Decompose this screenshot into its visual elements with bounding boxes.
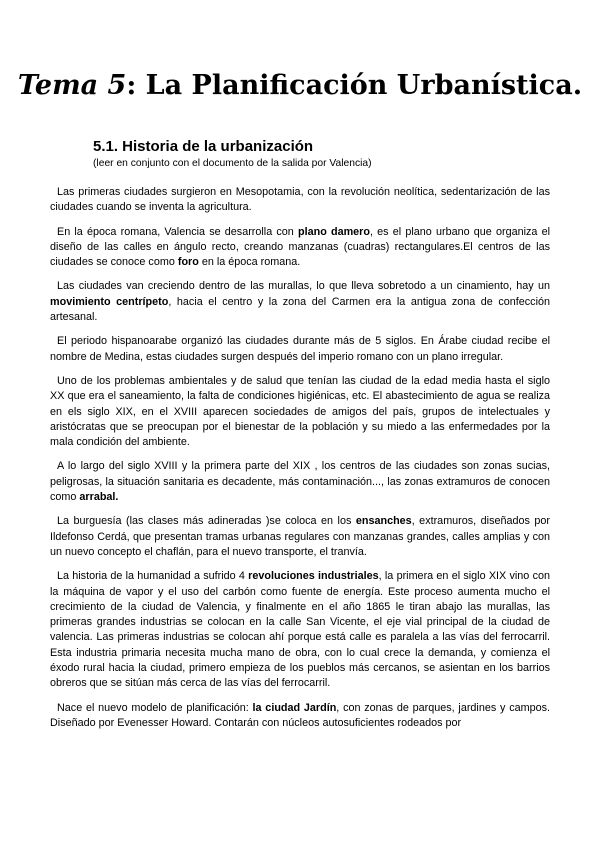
body-text	[50, 185, 550, 740]
paragraph-text: , con zonas de parques, jardines y campos. Diseñado por Evenesser Howard. Contarán con núcleos autosuficientes rodeados por	[50, 701, 550, 729]
paragraph-text: La burguesía (las clases más adineradas )se coloca en los	[57, 515, 356, 528]
paragraph	[50, 279, 550, 325]
paragraph-text: En la época romana, Valencia se desarrolla con	[57, 225, 298, 238]
paragraph	[50, 374, 550, 450]
section-note: (leer en conjunto con el documento de la salida por Valencia)	[93, 158, 372, 169]
paragraph-text: , la primera en el siglo XIX vino con la máquina de vapor y el uso del carbón como fuente de energía. Este proceso aumenta mucho el crecimiento de la ciudad de Valencia, y finalmente en el año 1865 le tiran abajo las murallas, las primeras grandes industrias se colocan en la calle San Vicente, el eje vial principal de la ciudad de valencia. Las primeras industrias se colocan ahí porque está calle es paralela a las vías del ferrocarril. Esta industria primaria necesita mucha mano de obra, con lo cual crece la demanda, y comienza el éxodo rural hacia la ciudad, primero empieza de los pueblos más cercanos, se asientan en los barrios obreros que se sitúan más cerca de las vías del ferrocarril.	[50, 570, 550, 690]
paragraph	[50, 225, 550, 271]
bold-term: arrabal.	[79, 491, 119, 504]
bold-term: movimiento centrípeto	[50, 295, 169, 308]
bold-term: revoluciones industriales	[248, 570, 379, 583]
section-heading: 5.1. Historia de la urbanización	[93, 138, 314, 155]
paragraph-text: Nace el nuevo modelo de planificación:	[57, 701, 253, 714]
title-rest: : La Planificación Urbanística.	[126, 70, 583, 101]
bold-term: la ciudad Jardín	[252, 701, 337, 714]
paragraph-text: A lo largo del siglo XVIII y la primera parte del XIX , los centros de las ciudades son zonas sucias, peligrosas, la situación sanitaria es decadente, más contaminación..., las zonas extramuros de conocen como	[50, 460, 550, 504]
title-tema: Tema 5	[17, 70, 127, 101]
paragraph-text: , es el plano urbano que organiza el diseño de las calles en ángulo recto, creando manzanas (cuadras) rectangulares.El centros de las ciudades se conoce como	[50, 225, 550, 269]
paragraph-text: El periodo hispanoarabe organizó las ciudades durante más de 5 siglos. En Árabe ciudad recibe el nombre de Medina, estas ciudades surgen después del imperio romano con un plano irregular.	[50, 335, 550, 363]
page-title	[0, 70, 600, 101]
paragraph	[50, 569, 550, 691]
paragraph	[50, 514, 550, 560]
paragraph	[50, 185, 550, 216]
paragraph-text: , extramuros, diseñados por Ildefonso Cerdá, que presentan tramas urbanas regulares con manzanas grandes, calles amplias y con un nuevo concepto el chaflán, para el nuevo transporte, el tranvía.	[50, 515, 551, 558]
bold-term: ensanches	[355, 515, 412, 528]
paragraph	[50, 459, 550, 505]
paragraph	[50, 701, 550, 732]
paragraph-text: Uno de los problemas ambientales y de salud que tenían las ciudad de la edad media hasta el siglo XX que era el saneamiento, la falta de condiciones higiénicas, etc. El abastecimiento de agua se realiza en els siglo XIX, en el XVIII aparecen sociedades de amigos del país, grupos de intelectuales y aristócratas que se preocupan por el bienestar de la población y su miedo a las enfermedades por la mala condición del ambiente.	[50, 374, 550, 449]
paragraph-text: en la época romana.	[198, 256, 301, 269]
bold-term: foro	[177, 256, 199, 269]
paragraph-text: La historia de la humanidad a sufrido 4	[57, 570, 249, 583]
paragraph-text: , hacia el centro y la zona del Carmen era la antigua zona de confección artesanal.	[50, 295, 550, 324]
paragraph	[50, 334, 550, 365]
bold-term: plano damero	[298, 225, 370, 238]
paragraph-text: Las primeras ciudades surgieron en Mesopotamia, con la revolución neolítica, sedentarización de las ciudades cuando se inventa la agricultura.	[50, 186, 550, 214]
paragraph-text: Las ciudades van creciendo dentro de las murallas, lo que lleva sobretodo a un cinamiento, hay un	[57, 280, 550, 293]
